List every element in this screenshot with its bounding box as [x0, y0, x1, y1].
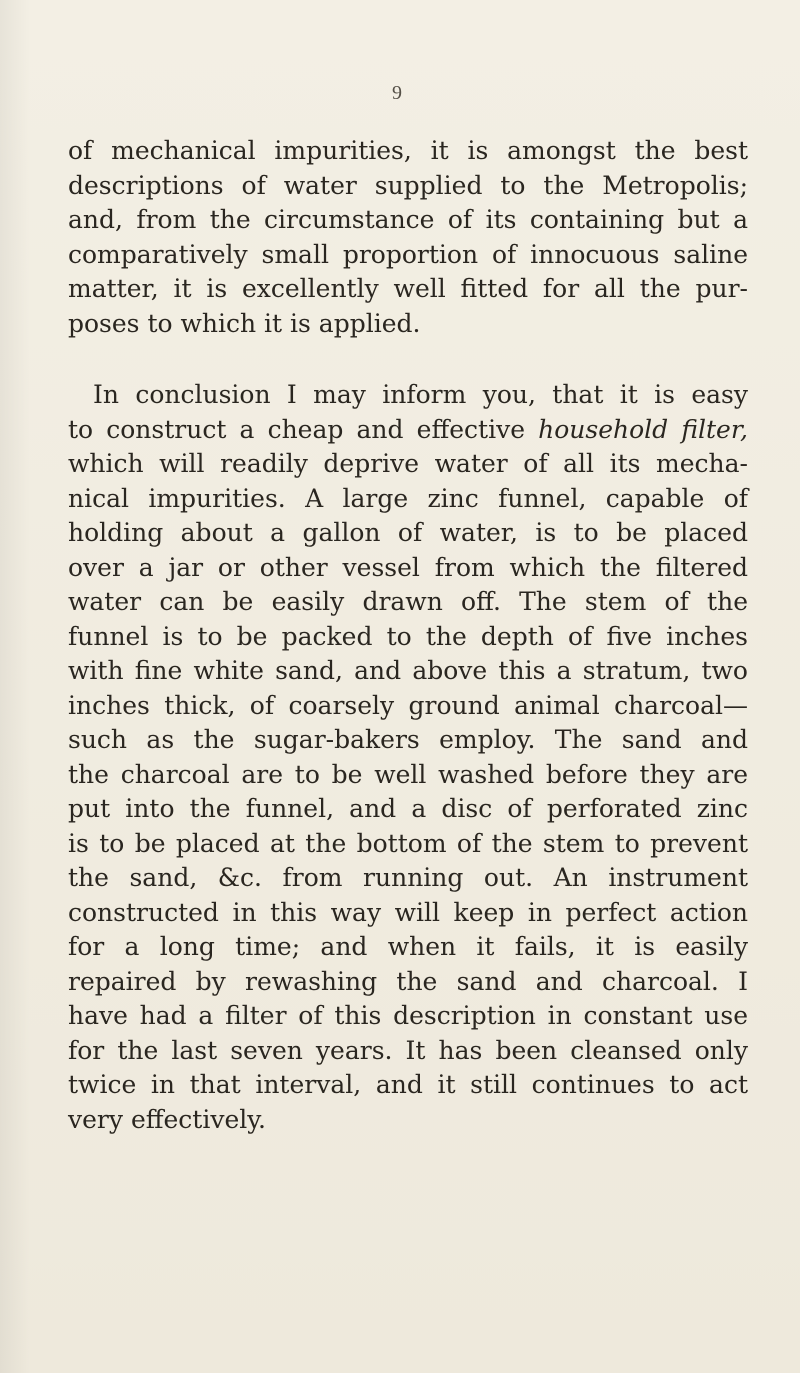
text-line: which will readily deprive water of all its mecha- — [68, 449, 748, 478]
text-segment: In conclusion I may inform you, that it is easy — [93, 380, 748, 409]
text-line — [68, 378, 748, 413]
text-line: inches thick, of coarsely ground animal charcoal— — [68, 690, 748, 720]
text-line: with fine white sand, and above this a stratum, two — [68, 656, 748, 685]
text-line: is to be placed at the bottom of the stem to prevent — [68, 828, 748, 858]
text-line: for a long time; and when it fails, it is easily — [68, 932, 748, 961]
text-line — [68, 413, 748, 448]
text-line: the sand, &c. from running out. An instrument — [68, 863, 748, 892]
text-line: funnel is to be packed to the depth of five inches — [68, 621, 748, 651]
text-line: put into the funnel, and a disc of perforated zinc — [68, 794, 748, 823]
text-line: over a jar or other vessel from which the filtered — [68, 552, 748, 582]
text-line: the charcoal are to be well washed before they are — [68, 759, 748, 789]
text-line: repaired by rewashing the sand and charcoal. I — [68, 966, 748, 996]
text-segment: to construct a cheap and effective — [68, 414, 525, 444]
text-line: have had a filter of this description in constant use — [68, 1001, 748, 1030]
text-line: descriptions of water supplied to the Metropolis; — [68, 170, 748, 200]
text-line: holding about a gallon of water, is to be placed — [68, 518, 748, 547]
text-line: constructed in this way will keep in perfect action — [68, 897, 748, 927]
text-line: very effectively. — [68, 1104, 266, 1134]
text-line: comparatively small proportion of innocuous saline — [68, 239, 748, 269]
text-line: of mechanical impurities, it is amongst the best — [68, 136, 748, 165]
text-line: and, from the circumstance of its containing but a — [68, 205, 748, 234]
page-number: 9 — [392, 82, 402, 104]
text-line: water can be easily drawn off. The stem of the — [68, 587, 748, 616]
text-line: matter, it is excellently well fitted for all the pur- — [68, 274, 748, 303]
text-line: poses to which it is applied. — [68, 308, 421, 338]
text-line: for the last seven years. It has been cleansed only — [68, 1035, 748, 1065]
paragraph-2 — [68, 378, 748, 1137]
paragraph-1 — [68, 134, 748, 341]
text-line: twice in that interval, and it still continues to act — [68, 1070, 748, 1099]
italic-phrase: household filter, — [538, 414, 748, 444]
text-line: nical impurities. A large zinc funnel, capable of — [68, 483, 748, 513]
text-line: such as the sugar-bakers employ. The sand and — [68, 725, 748, 754]
